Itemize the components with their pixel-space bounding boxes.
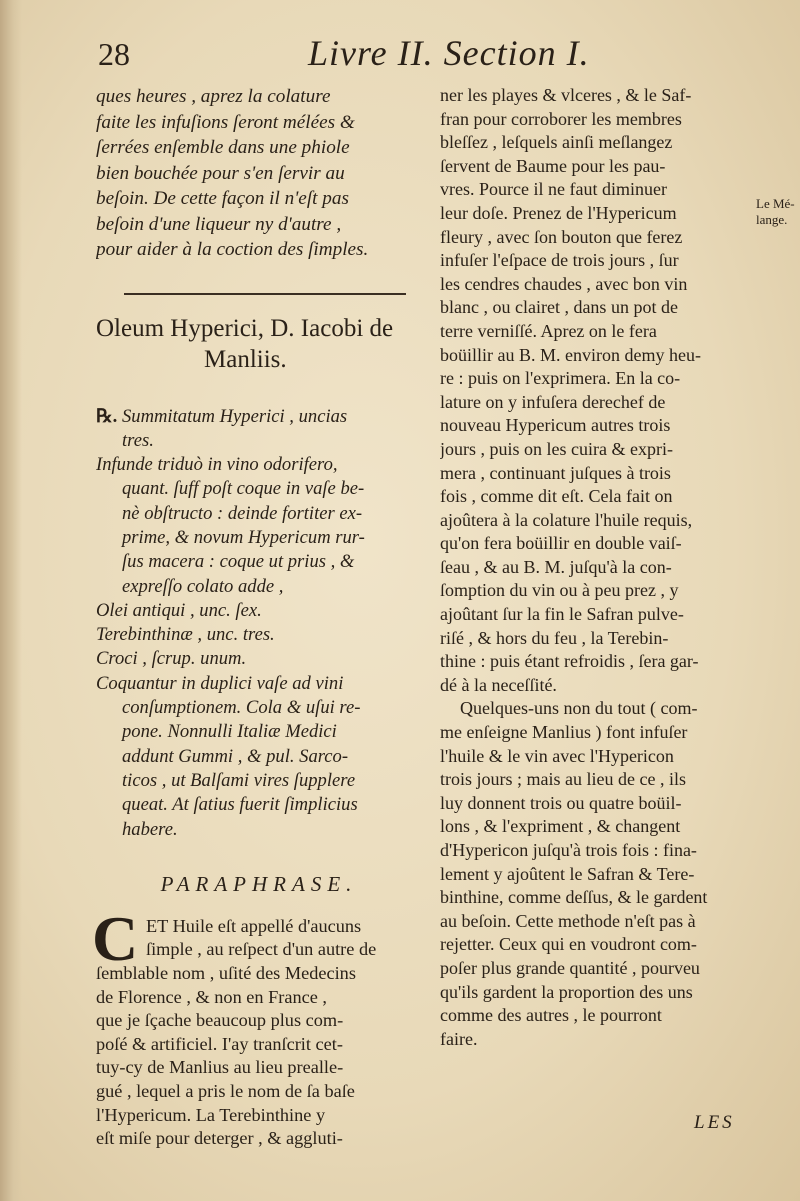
running-head: Livre II. Section I.: [308, 33, 590, 73]
recipe-symbol: ℞.: [96, 405, 118, 427]
recipe-line-text: habere.: [122, 818, 178, 840]
recipe-line-4: [96, 477, 422, 501]
right-line-a-4: ſervent de Baume pour les pau-: [440, 155, 666, 176]
recipe-line-text: pone. Nonnulli Italiæ Medici: [122, 721, 337, 743]
margin-note: Le Mé-lange.: [756, 196, 795, 227]
paraphrase-line-8: gué , lequel a pris le nom de ſa baſe: [96, 1081, 355, 1101]
right-line-a-20: qu'on fera boüillir en double vaiſ-: [440, 533, 682, 554]
recipe-line-12: [96, 672, 422, 696]
recipe-line-text: Infunde triduò in vino odorifero,: [96, 454, 338, 476]
recipe-line-text: Croci , ſcrup. unum.: [96, 648, 247, 670]
right-column: [440, 84, 752, 1051]
intro-line-3: ſerrées enſemble dans une phiole: [96, 137, 350, 158]
catchword: LES: [694, 1112, 735, 1133]
right-line-a-9: les cendres chaudes , avec bon vin: [440, 273, 688, 294]
right-line-b-12: poſer plus grande quantité , pourveu: [440, 957, 700, 978]
intro-line-7: pour aider à la coction des ſimples.: [96, 239, 369, 260]
right-line-b-5: luy donnent trois ou quatre boüil-: [440, 792, 682, 813]
right-line-a-2: fran pour corroborer les membres: [440, 108, 682, 129]
recipe-line-16: [96, 769, 422, 793]
recipe-line-text: Coquantur in duplici vaſe ad vini: [96, 672, 344, 694]
recipe-line-7: [96, 550, 422, 574]
right-line-b-1: Quelques-uns non du tout ( com-: [460, 698, 698, 719]
right-line-b-3: l'huile & le vin avec l'Hypericon: [440, 745, 674, 766]
recipe-line-text: quant. ſuff poſt coque in vaſe be-: [122, 478, 365, 500]
drop-cap-letter: C: [92, 902, 139, 974]
right-line-a-10: blanc , ou clairet , dans un pot de: [440, 297, 678, 318]
paraphrase-line-10: eſt miſe pour deterger , & aggluti-: [96, 1128, 343, 1149]
right-line-b-11: rejetter. Ceux qui en voudront com-: [440, 934, 697, 955]
right-line-b-7: d'Hypericon juſqu'à trois fois : fina-: [440, 840, 697, 860]
recipe-line-5: [96, 502, 422, 526]
intro-line-1: ques heures , aprez la colature: [96, 86, 331, 107]
recipe-line-8: [96, 575, 422, 599]
recipe-line-10: [96, 623, 422, 647]
right-line-a-14: lature on y infuſera derechef de: [440, 391, 666, 412]
right-line-b-9: binthine, comme deſſus, & le gardent: [440, 887, 708, 908]
recipe-line-text: conſumptionem. Cola & uſui re-: [122, 697, 361, 719]
recipe-line-text: prime, & novum Hypericum rur-: [122, 526, 365, 548]
right-line-a-13: re : puis on l'exprimera. En la co-: [440, 368, 681, 389]
right-line-a-19: ajoûtera à la colature l'huile requis,: [440, 509, 693, 530]
recipe-line-text: queat. At ſatius fuerit ſimplicius: [122, 794, 358, 816]
recipe-title-line-2: Manliis.: [204, 345, 287, 373]
recipe-line-text: Summitatum Hyperici , uncias: [121, 405, 348, 427]
right-line-a-16: jours , puis on les cuira & expri-: [440, 438, 673, 459]
right-line-a-17: mera , continuant juſques à trois: [440, 462, 671, 483]
right-line-a-7: fleury , avec ſon bouton que ferez: [440, 226, 683, 247]
right-line-a-15: nouveau Hypericum autres trois: [440, 415, 671, 436]
right-line-b-8: lement y ajoûtent le Safran & Tere-: [440, 863, 695, 884]
paraphrase-line-4: de Florence , & non en France ,: [96, 986, 327, 1007]
intro-line-4: bien bouchée pour s'en ſervir au: [96, 162, 345, 184]
right-line-b-6: lons , & l'expriment , & changent: [440, 816, 681, 837]
recipe-title-line-1: Oleum Hyperici, D. Iacobi de: [96, 314, 394, 342]
recipe-line-text: expreſſo colato adde ,: [122, 575, 284, 597]
right-line-b-13: qu'ils gardent la proportion des uns: [440, 981, 693, 1002]
paraphrase-line-2: ſimple , au reſpect d'un autre de: [146, 939, 377, 960]
recipe-line-text: ticos , ut Balſami vires ſupplere: [122, 769, 356, 791]
paraphrase-line-7: tuy-cy de Manlius au lieu prealle-: [96, 1057, 344, 1078]
right-line-b-15: faire.: [440, 1028, 478, 1049]
recipe-line-text: tres.: [122, 429, 154, 451]
left-column: [92, 84, 422, 1151]
right-line-a-18: fois , comme dit eſt. Cela fait on: [440, 486, 673, 507]
right-line-a-8: infuſer l'eſpace de trois jours , ſur: [440, 250, 679, 271]
right-line-a-1: ner les playes & vlceres , & le Saf-: [440, 85, 692, 105]
right-line-b-4: trois jours ; mais au lieu de ce , ils: [440, 769, 686, 790]
right-line-a-6: leur doſe. Prenez de l'Hypericum: [440, 202, 677, 223]
right-line-a-11: terre verniſſé. Aprez on le fera: [440, 320, 657, 341]
right-line-a-5: vres. Pource il ne faut diminuer: [440, 179, 667, 200]
recipe-line-18: [96, 818, 422, 842]
paraphrase-line-6: poſé & artificiel. I'ay tranſcrit cet-: [96, 1033, 343, 1054]
right-line-a-22: ſomption du vin ou à peu prez , y: [440, 580, 679, 601]
right-line-a-24: riſé , & hors du feu , la Terebin-: [440, 627, 669, 648]
intro-line-6: beſoin d'une liqueur ny d'autre ,: [96, 213, 342, 235]
latin-recipe: [96, 405, 422, 842]
recipe-line-text: Terebinthinæ , unc. tres.: [96, 624, 275, 646]
right-line-a-12: boüillir au B. M. environ demy heu-: [440, 344, 701, 365]
recipe-line-6: [96, 526, 422, 550]
recipe-line-text: Olei antiqui , unc. ſex.: [96, 599, 262, 621]
right-line-a-3: bleſſez , leſquels ainſi meſlangez: [440, 132, 673, 153]
recipe-line-text: ſus macera : coque ut prius , &: [122, 551, 355, 573]
recipe-line-11: [96, 647, 422, 671]
intro-paragraph: [96, 84, 422, 263]
right-line-a-21: ſeau , & au B. M. juſqu'à la con-: [440, 556, 672, 577]
intro-line-2: faite les infuſions ſeront mélées &: [96, 111, 355, 133]
page-header: [98, 30, 658, 80]
right-line-a-23: ajoûtant ſur la fin le Safran pulve-: [440, 604, 684, 625]
paraphrase-line-9: l'Hypericum. La Terebinthine y: [96, 1104, 326, 1125]
recipe-line-15: [96, 745, 422, 769]
recipe-line-text: nè obſtructo : deinde fortiter ex-: [122, 502, 363, 524]
recipe-title: [96, 313, 422, 375]
section-rule: [124, 293, 406, 295]
recipe-line-14: [96, 720, 422, 744]
paraphrase-paragraph: [92, 902, 422, 1151]
right-line-b-14: comme des autres , le pourront: [440, 1005, 662, 1026]
right-line-a-25: thine : puis étant refroidis , ſera gar-: [440, 651, 699, 672]
recipe-line-3: [96, 453, 422, 477]
recipe-line-2: [96, 429, 422, 453]
intro-line-5: beſoin. De cette façon il n'eſt pas: [96, 188, 349, 209]
page-spine-shadow: [0, 0, 22, 1201]
recipe-line-17: [96, 793, 422, 817]
paraphrase-heading: PARAPHRASE.: [160, 871, 358, 896]
recipe-line-text: addunt Gummi , & pul. Sarco-: [122, 745, 349, 767]
paraphrase-line-1: ET Huile eſt appellé d'aucuns: [146, 915, 362, 936]
recipe-line-9: [96, 599, 422, 623]
page-number: 28: [98, 36, 130, 72]
right-line-b-10: au beſoin. Cette methode n'eſt pas à: [440, 910, 696, 931]
right-line-b-2: me enſeigne Manlius ) font infuſer: [440, 722, 688, 743]
paraphrase-line-5: que je ſçache beaucoup plus com-: [96, 1010, 344, 1031]
right-line-a-26: dé à la neceſſité.: [440, 674, 557, 695]
right-paragraph-1: [440, 84, 752, 697]
right-paragraph-2: [440, 697, 752, 1051]
recipe-line-1: [96, 405, 422, 429]
recipe-line-13: [96, 696, 422, 720]
paraphrase-line-3: ſemblable nom , uſité des Medecins: [96, 963, 356, 984]
